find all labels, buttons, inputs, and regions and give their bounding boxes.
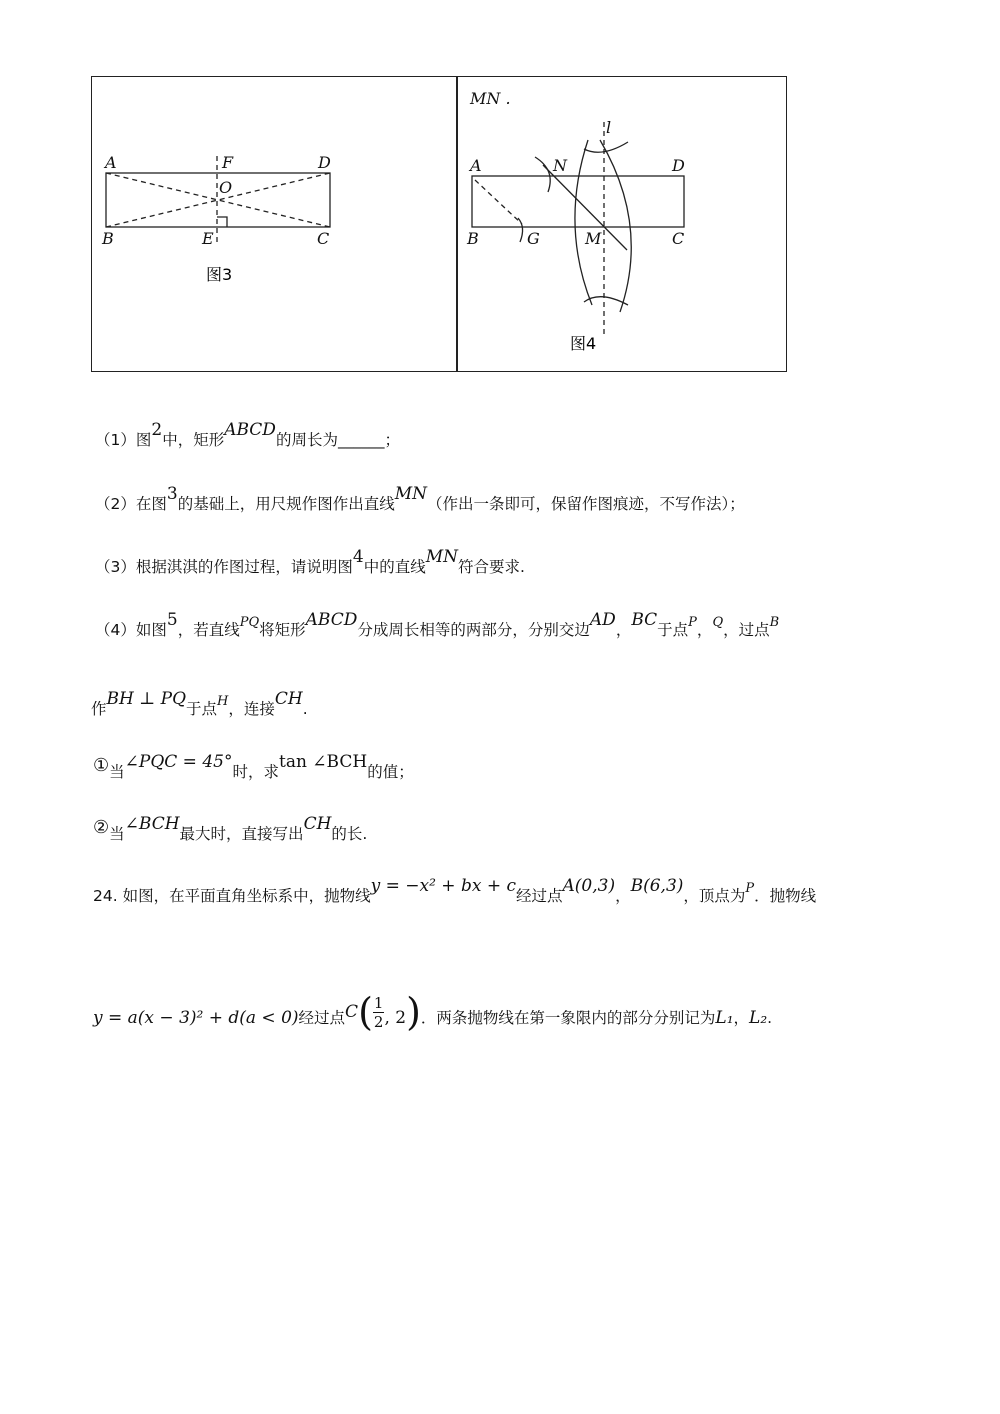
fig4-label-n: N xyxy=(553,156,567,175)
question-1: （1）图2中，矩形ABCD的周长为______； xyxy=(95,420,400,449)
fig3-label-a: A xyxy=(105,153,117,172)
fraction-one-half: $\frac{1}{2}$ xyxy=(373,994,384,1031)
paren-close: ) xyxy=(406,990,421,1034)
sub-question-2: ②当∠BCH最大时，直接写出CH的长. xyxy=(93,814,368,843)
sub-question-1: ①当∠PQC = 45°时，求tan ∠BCH的值； xyxy=(93,752,414,781)
fig4-label-m: M xyxy=(585,229,602,248)
fig3-label-d: D xyxy=(318,153,331,172)
fig4-label-d: D xyxy=(672,156,685,175)
fig3-label-c: C xyxy=(317,229,330,248)
figure-4 xyxy=(472,122,684,335)
fig3-label-f: F xyxy=(222,153,234,172)
fig3-right-angle-mark xyxy=(217,217,227,227)
fig4-label-b: B xyxy=(467,229,479,248)
fig4-label-l: l xyxy=(606,118,612,137)
fig3-label-o: O xyxy=(219,178,233,197)
fig3-caption: 图3 xyxy=(206,265,233,284)
fig4-label-c: C xyxy=(672,229,685,248)
fig4-caption: 图4 xyxy=(570,334,597,353)
fig4-arc-g xyxy=(518,218,523,242)
fig3-label-b: B xyxy=(102,229,114,248)
question-2: （2）在图3的基础上，用尺规作图作出直线MN（作出一条即可，保留作图痕迹，不写作法）； xyxy=(95,484,745,513)
fig4-dashed-ag xyxy=(475,180,522,224)
fig3-diagonal-ac xyxy=(106,173,330,227)
question-4: （4）如图5，若直线$^{PQ}$将矩形ABCD分成周长相等的两部分，分别交边AD，BC于点$^P$，$^Q$，过点$^B$ xyxy=(95,610,780,639)
question-4-continued: 作BH ⊥ PQ于点$^H$，连接CH. xyxy=(91,689,308,718)
fig4-label-a: A xyxy=(470,156,482,175)
fig4-arc-left xyxy=(575,140,592,305)
question-24-line-2: y = a(x − 3)² + d(a < 0)经过点C( $\frac{1}{2}$ , 2)．两条抛物线在第一象限内的部分分别记为L₁，L₂. xyxy=(93,990,773,1034)
fig4-arc-n xyxy=(535,157,550,192)
question-3: （3）根据淇淇的作图过程，请说明图4中的直线MN符合要求. xyxy=(95,547,525,576)
fig4-top-text: MN . xyxy=(470,89,511,108)
fig4-label-g: G xyxy=(527,229,540,248)
figure-3 xyxy=(106,156,330,245)
fig4-arc-right xyxy=(600,140,631,312)
fig3-diagonal-bd xyxy=(106,173,330,227)
question-24-line-1: 24. 如图，在平面直角坐标系中，抛物线y = −x² + bx + c经过点A(0,3)，B(6,3)，顶点为$^P$．抛物线 xyxy=(93,876,817,905)
fig3-rectangle xyxy=(106,173,330,227)
paren-open: ( xyxy=(358,990,373,1034)
fig3-label-e: E xyxy=(202,229,214,248)
